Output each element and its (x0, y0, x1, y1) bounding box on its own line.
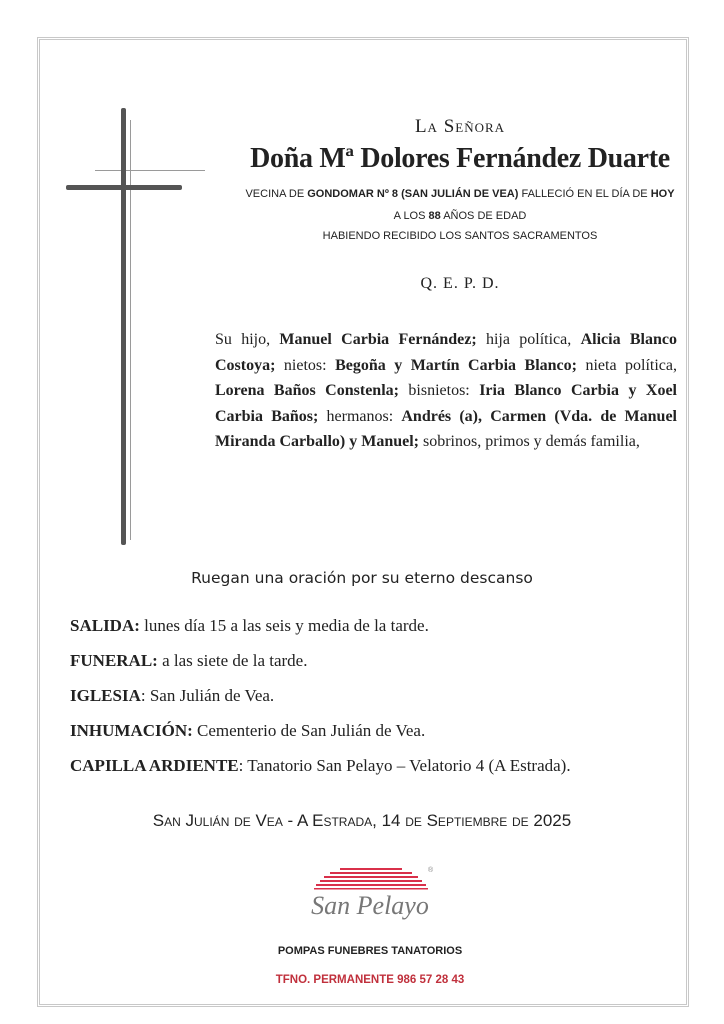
company-tagline: POMPAS FUNEBRES TANATORIOS (277, 945, 463, 957)
logo-text: San Pelayo (311, 891, 429, 920)
place-date: San Julián de Vea - A Estrada, 14 de Septiembre de 2025 (152, 811, 572, 830)
event-inhumacion: INHUMACIÓN: Cementerio de San Julián de Vea. (70, 721, 426, 740)
event-iglesia: IGLESIA: San Julián de Vea. (70, 686, 275, 705)
san-pelayo-logo (300, 862, 440, 934)
event-salida: SALIDA: lunes día 15 a las seis y media de la tarde. (70, 616, 429, 635)
event-funeral: FUNERAL: a las siete de la tarde. (70, 651, 308, 670)
logo-sunrise-icon (314, 868, 428, 890)
residence-line: VECINA DE GONDOMAR Nº 8 (SAN JULIÁN DE VEA) FALLECIÓ EN EL DÍA DE HOY (245, 188, 675, 200)
prayer-request: Ruegan una oración por su eterno descanso (191, 569, 533, 587)
event-list (70, 614, 700, 789)
family-paragraph: Su hijo, Manuel Carbia Fernández; hija política, Alicia Blanco Costoya; nietos: Begoña y Martín Carbia Blanco; nieta política, Lorena Baños Constenla; bisnietos: Iria Blanco Carbia y Xoel Carbia Baños; hermanos: Andrés (a), Carmen (Vda. de Manuel Miranda Carballo) y Manuel; sobrinos, primos y demás familia, (215, 331, 677, 450)
event-capilla: CAPILLA ARDIENTE: Tanatorio San Pelayo – Velatorio 4 (A Estrada). (70, 756, 571, 775)
deceased-name: Doña Mª Dolores Fernández Duarte (250, 143, 670, 174)
registered-mark: ® (428, 867, 434, 874)
phone-number: TFNO. PERMANENTE 986 57 28 43 (275, 974, 465, 986)
title-la-senora: La Señora (414, 116, 506, 137)
age-line: A LOS 88 AÑOS DE EDAD (393, 210, 527, 222)
sacraments-line: HABIENDO RECIBIDO LOS SANTOS SACRAMENTOS (322, 230, 598, 242)
qepd: Q. E. P. D. (420, 275, 500, 292)
